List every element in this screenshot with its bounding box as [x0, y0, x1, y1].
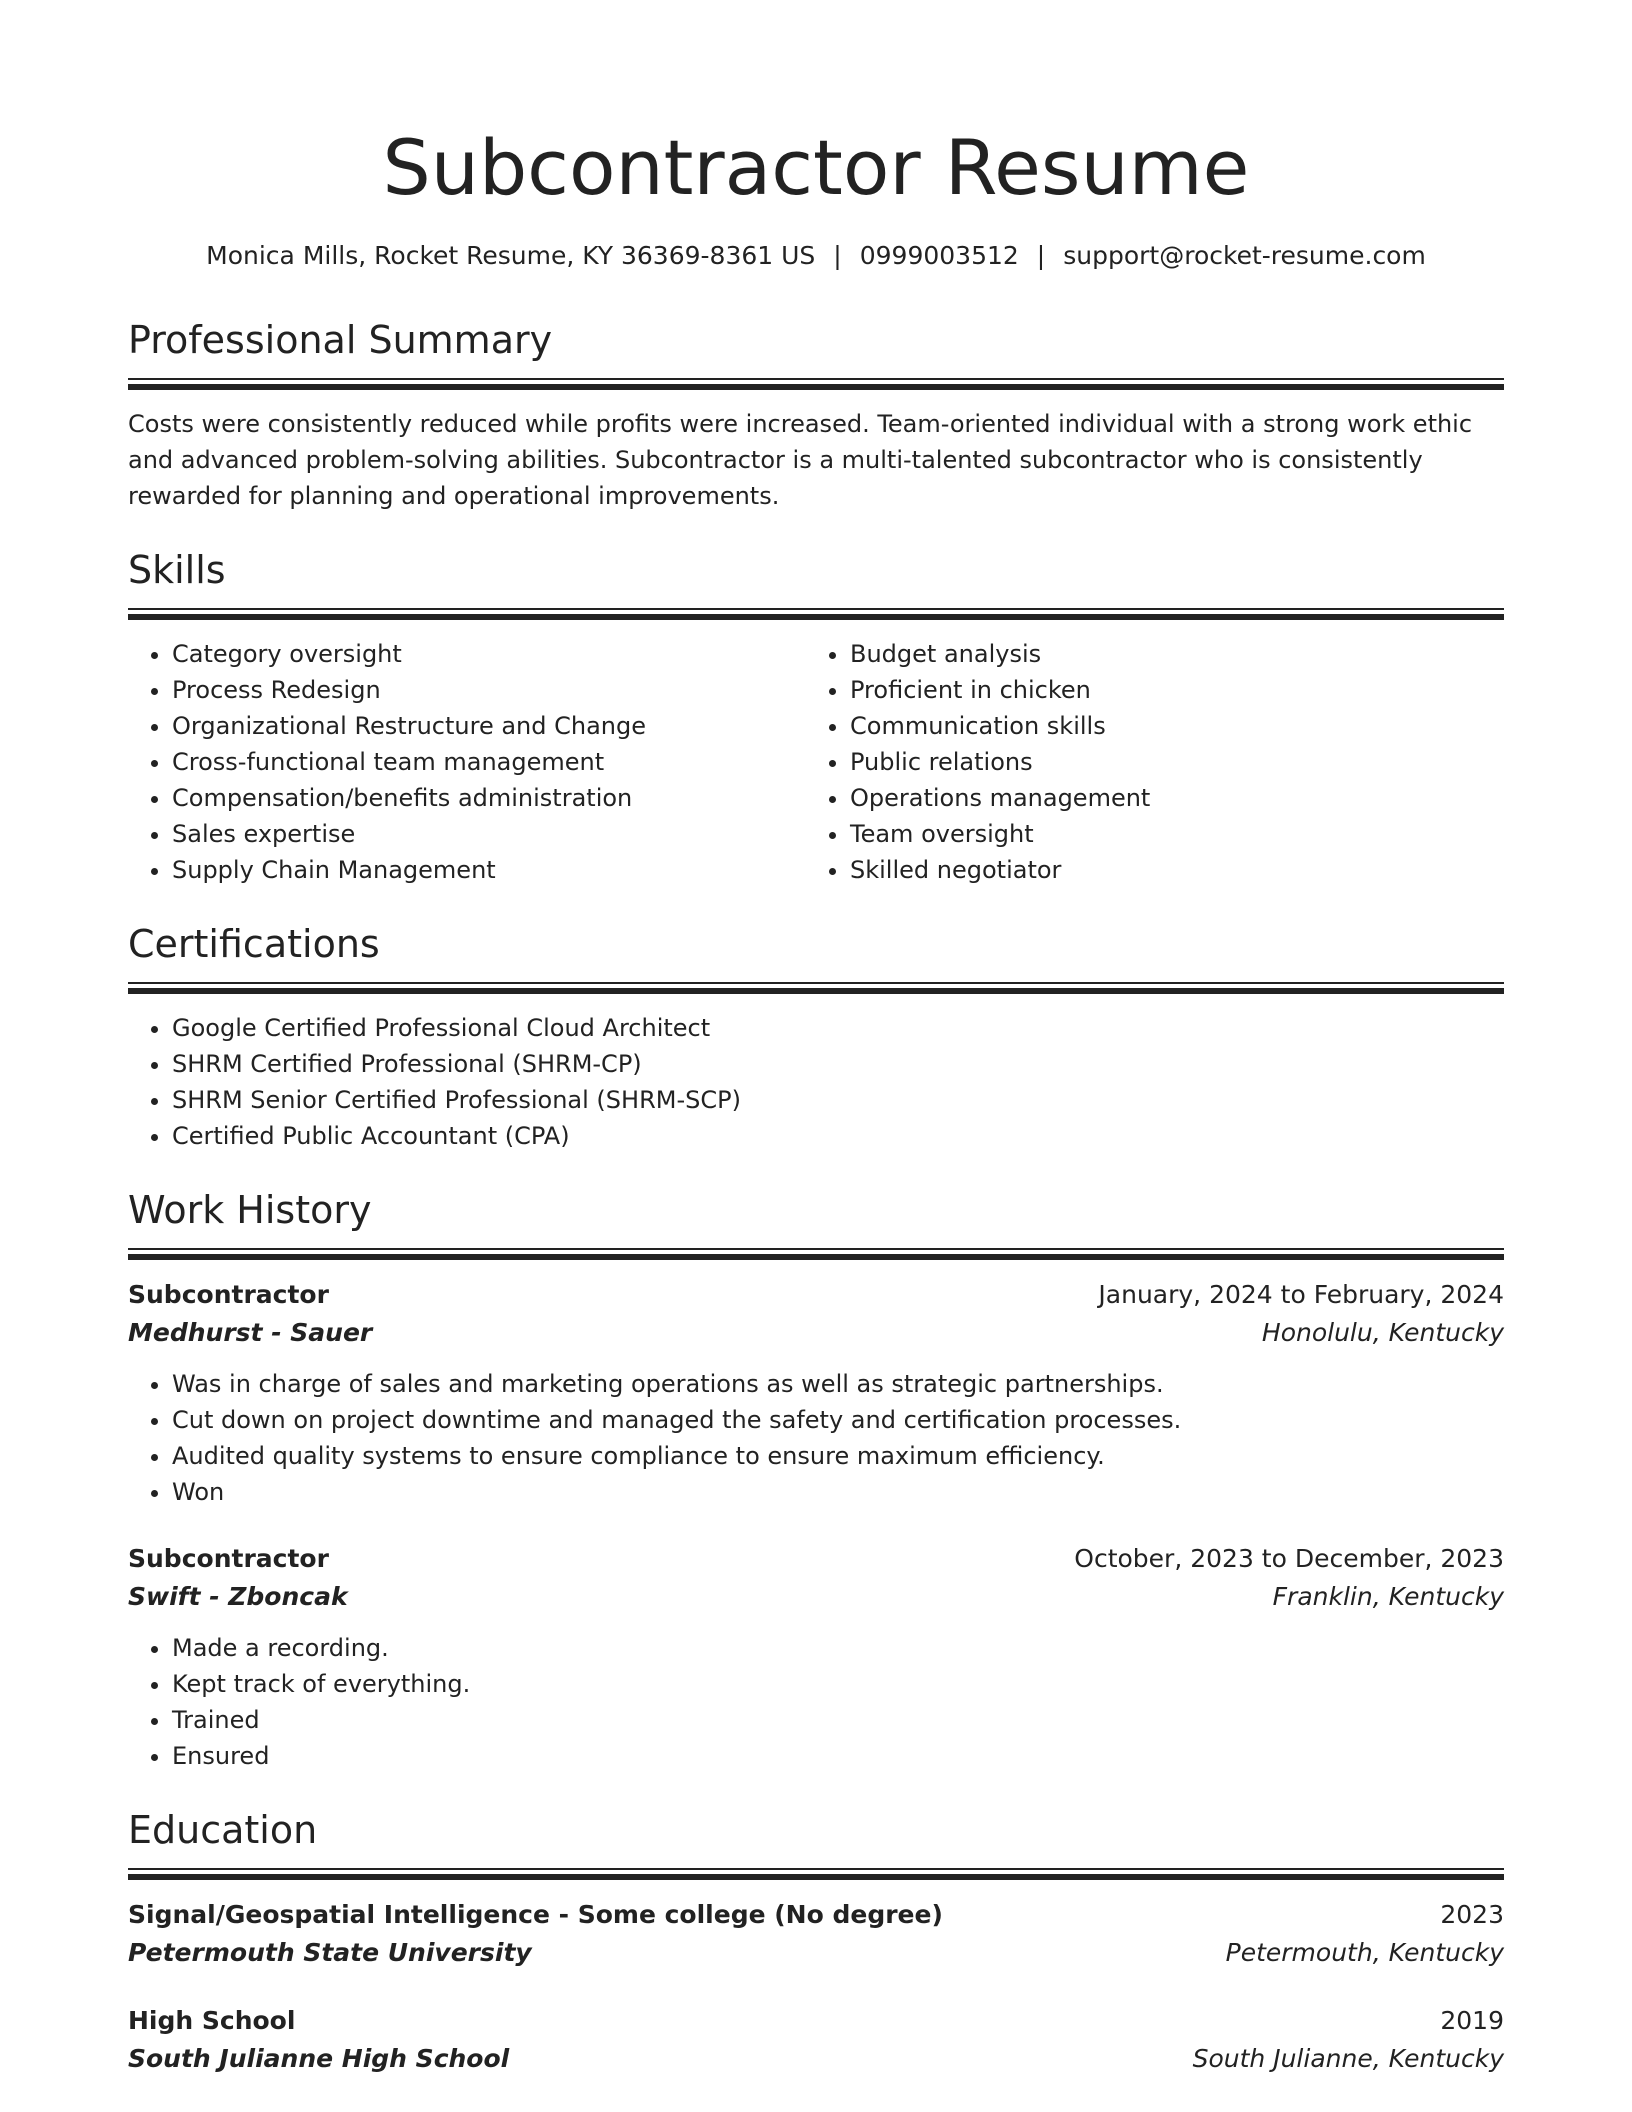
list-item: • Won [172, 1474, 1504, 1510]
list-item: • Sales expertise [172, 816, 806, 852]
education-degree: Signal/Geospatial Intelligence - Some college (No degree) [128, 1900, 943, 1929]
skills-grid [128, 636, 1504, 888]
job-company-row [128, 1314, 1504, 1352]
section-divider [128, 608, 1504, 620]
education-location: Petermouth, Kentucky [1225, 1938, 1504, 1967]
education-header-row [128, 1896, 1504, 1934]
list-item: • Process Redesign [172, 672, 806, 708]
skills-section [128, 544, 1504, 888]
list-item: • Organizational Restructure and Change [172, 708, 806, 744]
list-item: • Made a recording. [172, 1630, 1504, 1666]
list-item: • Cut down on project downtime and managed the safety and certification processes. [172, 1402, 1504, 1438]
list-item: • Communication skills [850, 708, 1484, 744]
skills-column-right [806, 636, 1484, 888]
list-item: • Trained [172, 1702, 1504, 1738]
job-location: Franklin, Kentucky [1272, 1582, 1504, 1611]
list-item: • Kept track of everything. [172, 1666, 1504, 1702]
certifications-section [128, 918, 1504, 1154]
list-item: • Supply Chain Management [172, 852, 806, 888]
section-divider [128, 1868, 1504, 1880]
certifications-list [128, 1010, 1504, 1154]
education-year: 2019 [1440, 2006, 1504, 2035]
list-item: • Ensured [172, 1738, 1504, 1774]
education-school: South Julianne High School [128, 2044, 510, 2073]
job-bullets [128, 1630, 1504, 1774]
education-school-row [128, 2040, 1504, 2078]
job-entry [128, 1276, 1504, 1510]
job-bullets [128, 1366, 1504, 1510]
education-header-row [128, 2002, 1504, 2040]
job-header-row [128, 1540, 1504, 1578]
contact-separator: | [833, 241, 842, 270]
list-item: • Category oversight [172, 636, 806, 672]
list-item: • Cross-functional team management [172, 744, 806, 780]
work-history-heading: Work History [128, 1188, 372, 1232]
job-entry [128, 1540, 1504, 1774]
contact-line [128, 238, 1504, 274]
contact-address: Monica Mills, Rocket Resume, KY 36369-8361 US [206, 241, 816, 270]
certifications-heading: Certifications [128, 922, 380, 966]
list-item: • Operations management [850, 780, 1484, 816]
list-item: • Google Certified Professional Cloud Architect [172, 1010, 1504, 1046]
list-item: • Certified Public Accountant (CPA) [172, 1118, 1504, 1154]
contact-email: support@rocket-resume.com [1063, 241, 1426, 270]
section-divider [128, 982, 1504, 994]
list-item: • SHRM Senior Certified Professional (SHRM-SCP) [172, 1082, 1504, 1118]
education-entry [128, 1896, 1504, 1972]
contact-phone: 0999003512 [859, 241, 1019, 270]
education-section [128, 1804, 1504, 2078]
job-company-row [128, 1578, 1504, 1616]
education-degree: High School [128, 2006, 296, 2035]
list-item: • Team oversight [850, 816, 1484, 852]
list-item: • Public relations [850, 744, 1484, 780]
list-item: • Audited quality systems to ensure compliance to ensure maximum efficiency. [172, 1438, 1504, 1474]
list-item: • Skilled negotiator [850, 852, 1484, 888]
resume-page [128, 0, 1504, 2078]
skills-list-right [806, 636, 1484, 888]
skills-heading: Skills [128, 548, 226, 592]
job-company: Swift - Zboncak [128, 1582, 348, 1611]
education-year: 2023 [1440, 1900, 1504, 1929]
education-location: South Julianne, Kentucky [1192, 2044, 1504, 2073]
job-title: Subcontractor [128, 1280, 329, 1309]
list-item: • Budget analysis [850, 636, 1484, 672]
summary-section [128, 314, 1504, 514]
job-header-row [128, 1276, 1504, 1314]
list-item: • Compensation/benefits administration [172, 780, 806, 816]
job-dates: January, 2024 to February, 2024 [1098, 1280, 1504, 1309]
list-item: • Proficient in chicken [850, 672, 1484, 708]
education-school-row [128, 1934, 1504, 1972]
education-heading: Education [128, 1808, 318, 1852]
skills-list-left [128, 636, 806, 888]
education-entry [128, 2002, 1504, 2078]
summary-text: Costs were consistently reduced while profits were increased. Team-oriented individual with a strong work ethic and advanced problem-solving abilities. Subcontractor is a multi-talented subcontractor who is consistently rewarded for planning and operational improvements. [128, 410, 1473, 510]
resume-title: Subcontractor Resume [382, 123, 1250, 212]
work-history-section [128, 1184, 1504, 1774]
skills-column-left [128, 636, 806, 888]
job-title: Subcontractor [128, 1544, 329, 1573]
job-location: Honolulu, Kentucky [1261, 1318, 1504, 1347]
summary-heading: Professional Summary [128, 318, 553, 362]
job-company: Medhurst - Sauer [128, 1318, 373, 1347]
list-item: • SHRM Certified Professional (SHRM-CP) [172, 1046, 1504, 1082]
job-dates: October, 2023 to December, 2023 [1074, 1544, 1504, 1573]
section-divider [128, 378, 1504, 390]
list-item: • Was in charge of sales and marketing operations as well as strategic partnerships. [172, 1366, 1504, 1402]
contact-separator: | [1036, 241, 1046, 270]
section-divider [128, 1248, 1504, 1260]
education-school: Petermouth State University [128, 1938, 532, 1967]
